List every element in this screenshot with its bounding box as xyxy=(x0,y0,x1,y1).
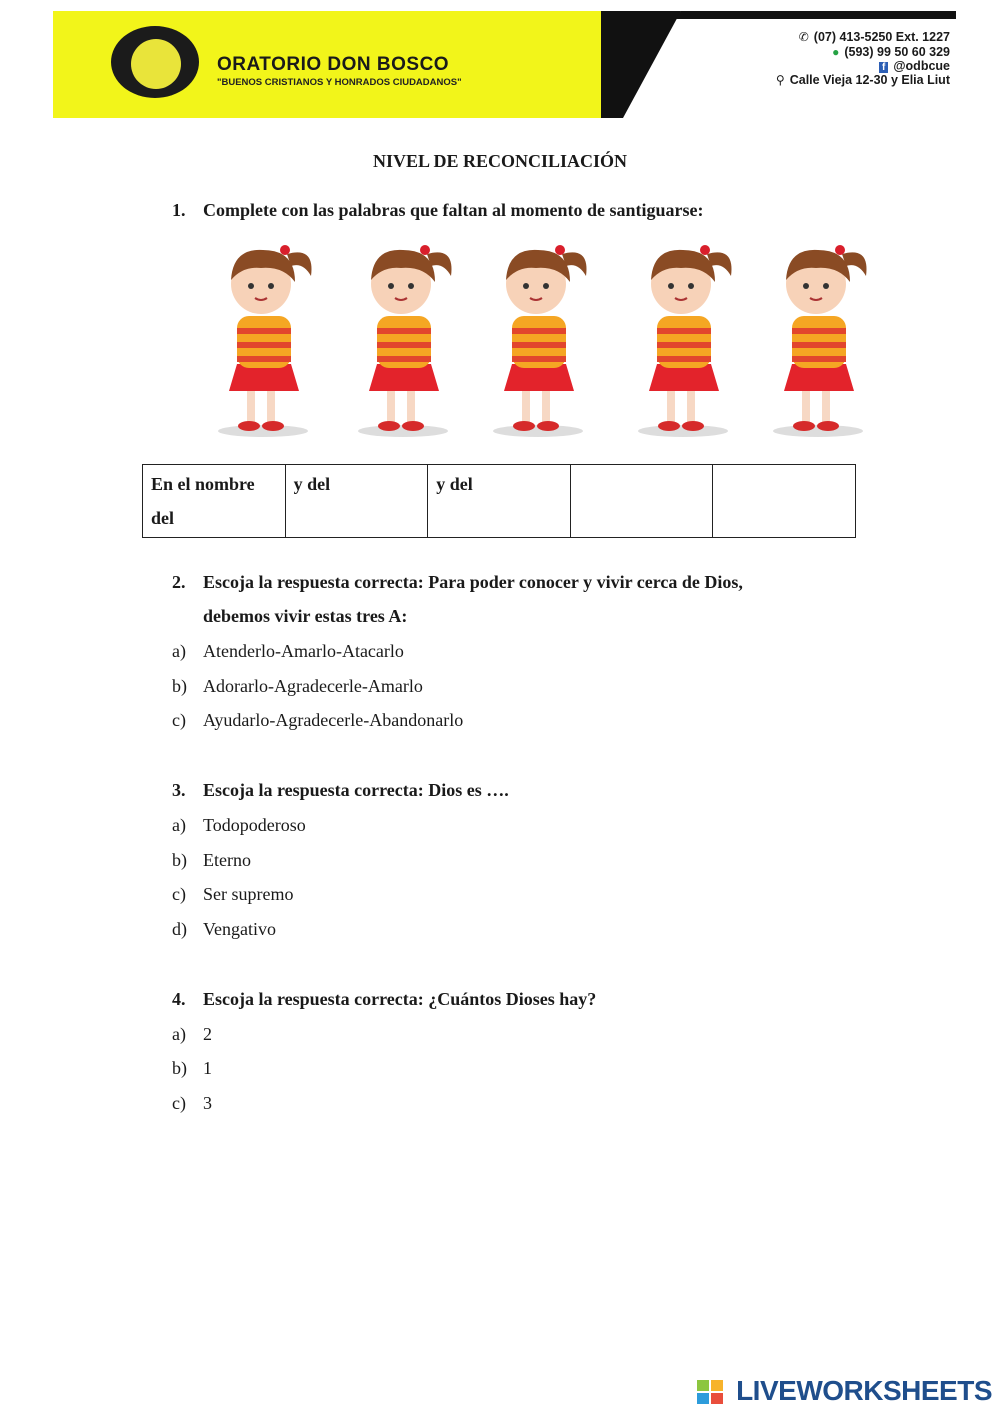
whatsapp-text: (593) 99 50 60 329 xyxy=(844,45,950,59)
org-name: ORATORIO DON BOSCO xyxy=(217,54,450,75)
question-number: 3. xyxy=(172,780,186,800)
option-text: Todopoderoso xyxy=(203,815,306,835)
option[interactable] xyxy=(172,1093,212,1114)
question-text: Escoja la respuesta correcta: ¿Cuántos Dioses hay? xyxy=(203,989,597,1009)
option[interactable] xyxy=(172,641,404,662)
option[interactable] xyxy=(172,884,293,905)
contact-facebook xyxy=(879,59,950,73)
phone-text: (07) 413-5250 Ext. 1227 xyxy=(813,30,950,44)
option-text: Ayudarlo-Agradecerle-Abandonarlo xyxy=(203,710,464,730)
option-letter: a) xyxy=(172,641,186,661)
option[interactable] xyxy=(172,1024,212,1045)
table-cell-blank[interactable] xyxy=(713,465,856,538)
option[interactable] xyxy=(172,815,306,836)
option-text: Adorarlo-Agradecerle-Amarlo xyxy=(203,676,423,696)
option-letter: c) xyxy=(172,884,186,904)
option-letter: a) xyxy=(172,1024,186,1044)
option[interactable] xyxy=(172,710,463,731)
option-text: 3 xyxy=(203,1093,212,1113)
org-motto: "BUENOS CRISTIANOS Y HONRADOS CIUDADANOS" xyxy=(217,77,462,88)
fill-in-table xyxy=(142,464,856,538)
option-letter: d) xyxy=(172,919,187,939)
option-text: 2 xyxy=(203,1024,212,1044)
option-text: 1 xyxy=(203,1058,212,1078)
question-text: debemos vivir estas tres A: xyxy=(203,606,408,626)
option-letter: b) xyxy=(172,1058,187,1078)
option-letter: c) xyxy=(172,710,186,730)
option[interactable] xyxy=(172,850,251,871)
page-title: NIVEL DE RECONCILIACIÓN xyxy=(372,151,628,171)
location-icon: ⚲ xyxy=(775,73,785,87)
question-text: Complete con las palabras que faltan al momento de santiguarse: xyxy=(203,200,704,220)
address-text: Calle Vieja 12-30 y Elia Liut xyxy=(789,73,950,87)
phone-icon: ✆ xyxy=(798,30,809,44)
option-letter: a) xyxy=(172,815,186,835)
whatsapp-icon: ● xyxy=(832,45,840,59)
option-letter: b) xyxy=(172,850,187,870)
option-letter: b) xyxy=(172,676,187,696)
option-letter: c) xyxy=(172,1093,186,1113)
question-text: Escoja la respuesta correcta: Dios es …. xyxy=(203,780,509,800)
table-cell[interactable]: y del xyxy=(285,465,428,538)
option-text: Eterno xyxy=(203,850,251,870)
question-number: 2. xyxy=(172,572,186,592)
sign-of-cross-illustration xyxy=(203,236,875,440)
table-cell-blank[interactable] xyxy=(570,465,713,538)
option[interactable] xyxy=(172,676,423,697)
facebook-icon: f xyxy=(879,62,888,73)
question-number: 4. xyxy=(172,989,186,1009)
option-text: Vengativo xyxy=(203,919,276,939)
option[interactable] xyxy=(172,1058,212,1079)
option[interactable] xyxy=(172,919,276,940)
liveworksheets-logo-icon xyxy=(697,1380,723,1404)
contact-whatsapp xyxy=(832,45,950,59)
table-cell[interactable]: y del xyxy=(428,465,571,538)
contact-address xyxy=(776,73,950,87)
liveworksheets-brand: LIVEWORKSHEETS xyxy=(736,1375,992,1406)
contact-phone xyxy=(799,30,950,44)
option-text: Ser supremo xyxy=(203,884,294,904)
table-cell[interactable]: En el nombre del xyxy=(143,465,286,538)
header-banner xyxy=(53,11,956,118)
logo-portrait xyxy=(131,39,181,89)
question-number: 1. xyxy=(172,200,186,220)
question-text: Escoja la respuesta correcta: Para poder conocer y vivir cerca de Dios, xyxy=(203,572,743,592)
option-text: Atenderlo-Amarlo-Atacarlo xyxy=(203,641,404,661)
facebook-text: @odbcue xyxy=(893,59,950,73)
